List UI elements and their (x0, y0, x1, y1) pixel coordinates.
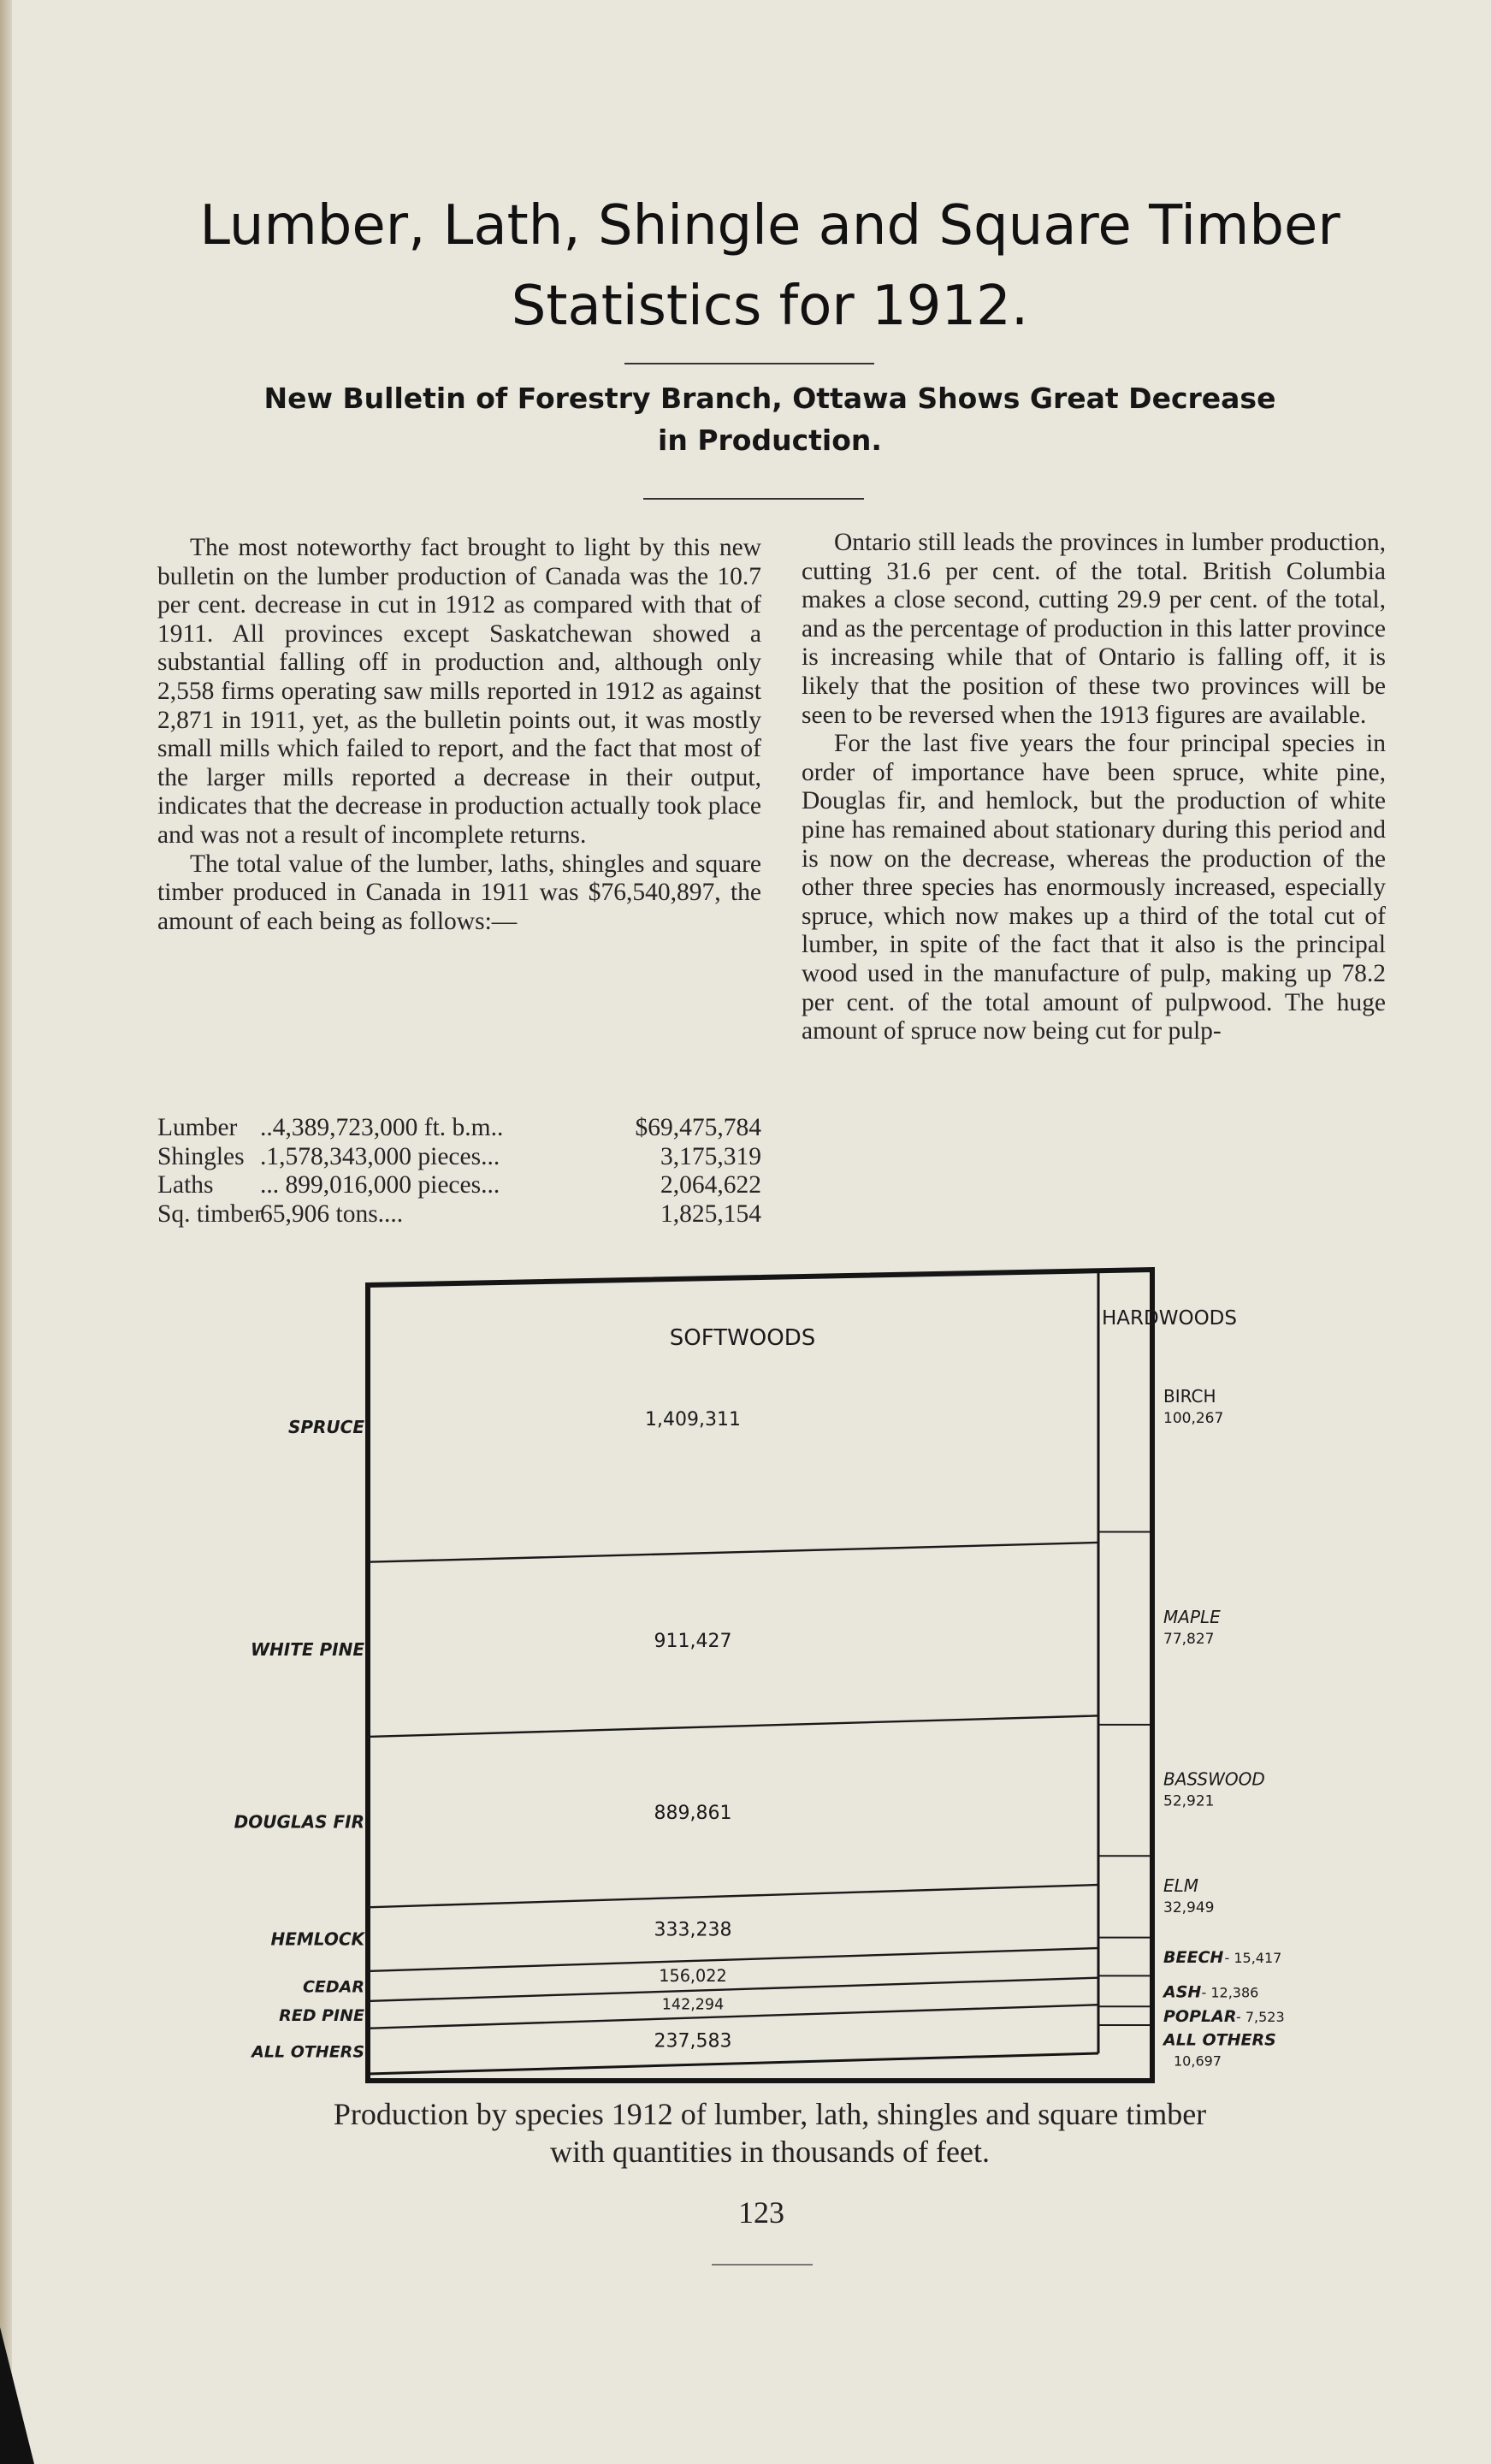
softwood-value-label: 156,022 (659, 1965, 727, 1986)
hardwood-species-label: ALL OTHERS (1163, 2030, 1276, 2050)
softwood-species-label: RED PINE (279, 2005, 364, 2025)
left-paragraph-1: The most noteworthy fact brought to light by this new bulletin on the lumber production of Canada was the 10.7 per cent. decrease in cut in 1912 as compared with that of 1911. All provinces except Saskatchewan showed a substantial falling off in production and, although only 2,558 firms operating saw mills reported in 1912 as against 2,871 in 1911, yet, as the bulletin points out, it was mostly small mills which failed to report, and the fact that most of the larger mills reported a decrease in their output, indicates that the decrease in production actually took place and was not a result of incomplete returns. (157, 534, 761, 849)
table-quantity: ... 899,016,000 pieces... (260, 1171, 500, 1199)
softwood-value-label: 911,427 (654, 1630, 732, 1652)
softwood-species-label: CEDAR (302, 1977, 364, 1997)
table-item: Sq. timber (157, 1199, 263, 1228)
softwood-band-boundary (368, 1978, 1098, 2001)
left-paragraph-2: The total value of the lumber, laths, shingles and square timber produced in Canada in 1911 was $76,540,897, the amount of each being as follows:— (157, 850, 761, 935)
hardwood-species-label: BASSWOOD (1163, 1768, 1265, 1790)
hardwood-species-label: BIRCH (1163, 1386, 1216, 1407)
hardwood-species-label: MAPLE (1163, 1607, 1221, 1628)
title-line-2: Statistics for 1912. (511, 275, 1029, 338)
subtitle-line-1: New Bulletin of Forestry Branch, Ottawa Shows Great Decrease (263, 382, 1276, 415)
hardwood-value-label: - 7,523 (1236, 2009, 1285, 2026)
softwoods-label: SOFTWOODS (669, 1325, 816, 1351)
hardwood-value-label: 52,921 (1163, 1792, 1215, 1810)
softwood-species-label: WHITE PINE (250, 1638, 364, 1660)
softwood-band-boundary (368, 1715, 1098, 1737)
chart-caption-line-2: with quantities in thousands of feet. (550, 2135, 990, 2169)
softwood-species-label: ALL OTHERS (251, 2042, 364, 2062)
table-value: 3,175,319 (660, 1142, 761, 1170)
page-number: 123 (738, 2195, 784, 2230)
hardwood-value-label: - 12,386 (1201, 1984, 1259, 2001)
right-paragraph-2: For the last five years the four principal species in order of importance have been spruce, white pine, Douglas fir, and hemlock, but the production of white pine has remained about stationary during this period and is now on the decrease, whereas the production of the other three species has enormously increased, especially spruce, which now makes up a third of the total cut of lumber, in spite of the fact that it also is the principal wood used in the manufacture of pulp, making up 78.2 per cent. of the total amount of pulpwood. The huge amount of spruce now being cut for pulp- (802, 730, 1386, 1045)
hardwood-species-label: BEECH (1163, 1948, 1224, 1968)
softwood-band-boundary (368, 2005, 1098, 2029)
table-item: Laths (157, 1171, 214, 1199)
softwood-species-label: HEMLOCK (270, 1928, 364, 1950)
hardwood-value-label: 10,697 (1174, 2052, 1222, 2070)
chart-inner-bottom (368, 2053, 1098, 2074)
right-paragraph-1: Ontario still leads the provinces in lumber production, cutting 31.6 per cent. of the total. British Columbia makes a close second, cutting 29.9 per cent. of the total, and as the percentage of production in this latter province is increasing while that of Ontario is falling off, it is likely that the position of these two provinces will be seen to be reversed when the 1913 figures are available. (802, 529, 1386, 729)
table-quantity: ..4,389,723,000 ft. b.m.. (260, 1114, 504, 1141)
table-value: 1,825,154 (660, 1199, 761, 1228)
table-quantity: .1,578,343,000 pieces... (260, 1142, 500, 1170)
table-item: Lumber (157, 1114, 238, 1141)
hardwoods-label: HARDWOODS (1102, 1307, 1237, 1330)
title-line-1: Lumber, Lath, Shingle and Square Timber (199, 194, 1340, 258)
hardwood-value-label: 100,267 (1163, 1410, 1224, 1428)
table-value: $69,475,784 (635, 1114, 761, 1141)
softwood-species-label: DOUGLAS FIR (234, 1811, 364, 1833)
softwood-value-label: 333,238 (654, 1919, 732, 1941)
chart-caption-line-1: Production by species 1912 of lumber, lath, shingles and square timber (333, 2097, 1207, 2131)
hardwood-species-label: ELM (1163, 1875, 1199, 1896)
softwood-band-boundary (368, 1885, 1098, 1907)
softwood-value-label: 142,294 (661, 1996, 725, 2014)
footer-rule (712, 2264, 813, 2266)
table-value: 2,064,622 (660, 1171, 761, 1199)
softwood-value-label: 1,409,311 (645, 1408, 741, 1430)
softwood-band-boundary (368, 1543, 1098, 1562)
table-item: Shingles (157, 1142, 245, 1170)
hardwood-value-label: 32,949 (1163, 1898, 1215, 1916)
hardwood-species-label: POPLAR (1163, 2007, 1237, 2027)
table-quantity: 65,906 tons.... (260, 1199, 404, 1228)
hardwood-value-label: - 15,417 (1224, 1950, 1282, 1967)
softwood-value-label: 237,583 (654, 2030, 732, 2052)
softwood-species-label: SPRUCE (287, 1416, 364, 1437)
hardwood-value-label: 77,827 (1163, 1631, 1215, 1649)
softwood-value-label: 889,861 (654, 1802, 732, 1824)
subtitle-line-2: in Production. (658, 424, 882, 457)
softwood-band-boundary (368, 1948, 1098, 1971)
hardwood-species-label: ASH (1163, 1982, 1202, 2002)
